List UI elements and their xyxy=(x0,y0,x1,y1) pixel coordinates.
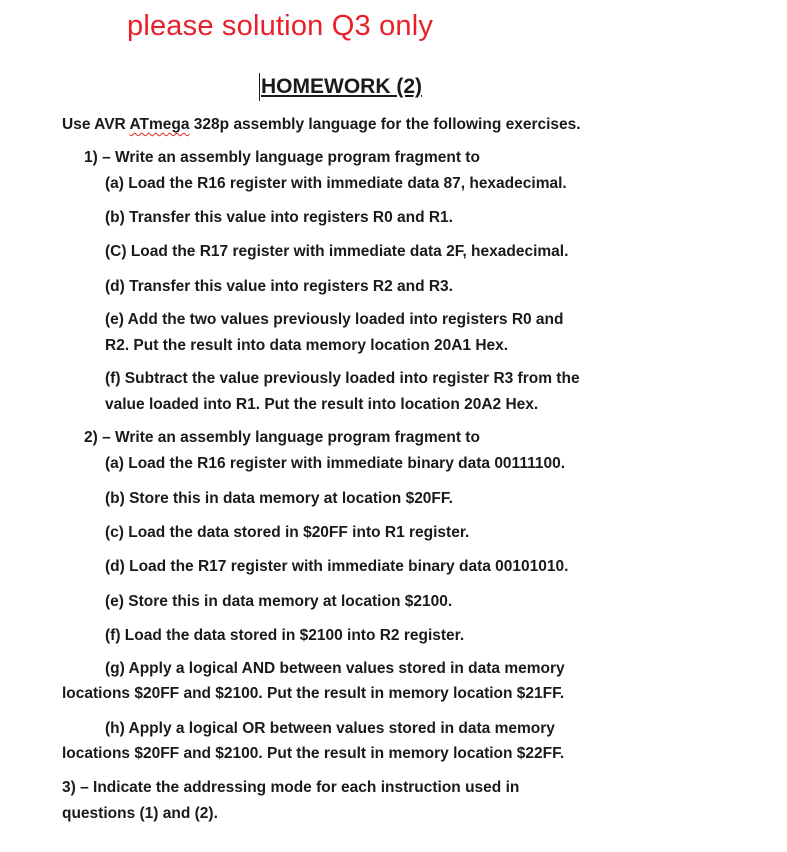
q2-item-c: (c) Load the data stored in $20FF into R1 register. xyxy=(105,524,470,541)
q1-item-d: (d) Transfer this value into registers R2 and R3. xyxy=(105,278,453,295)
intro-text xyxy=(62,115,581,135)
q1-item-f-line1: (f) Subtract the value previously loaded into register R3 from the xyxy=(105,370,580,387)
request-note: please solution Q3 only xyxy=(127,10,434,42)
q1-item-b: (b) Transfer this value into registers R0 and R1. xyxy=(105,209,453,226)
intro-brand: ATmega xyxy=(129,116,190,133)
q2-item-g-line2: locations $20FF and $2100. Put the result in memory location $21FF. xyxy=(62,685,565,702)
intro-suffix: 328p assembly language for the following exercises. xyxy=(189,116,581,133)
q2-item-b: (b) Store this in data memory at location $20FF. xyxy=(105,490,453,507)
q2-item-f: (f) Load the data stored in $2100 into R2 register. xyxy=(105,627,465,644)
q2-item-h-line1: (h) Apply a logical OR between values stored in data memory xyxy=(105,720,555,737)
q2-item-a: (a) Load the R16 register with immediate binary data 00111100. xyxy=(105,455,566,472)
q1-item-a: (a) Load the R16 register with immediate data 87, hexadecimal. xyxy=(105,175,567,192)
q2-item-h-line2: locations $20FF and $2100. Put the result in memory location $22FF. xyxy=(62,745,565,762)
q2-item-e: (e) Store this in data memory at location $2100. xyxy=(105,593,453,610)
q3-line1: 3) – Indicate the addressing mode for each instruction used in xyxy=(62,779,520,796)
q2-item-d: (d) Load the R17 register with immediate binary data 00101010. xyxy=(105,558,569,575)
q1-item-e-line1: (e) Add the two values previously loaded into registers R0 and xyxy=(105,311,564,328)
q1-heading: 1) – Write an assembly language program fragment to xyxy=(84,149,480,166)
q1-item-c: (C) Load the R17 register with immediate data 2F, hexadecimal. xyxy=(105,243,569,260)
q2-item-g-line1: (g) Apply a logical AND between values stored in data memory xyxy=(105,660,565,677)
intro-prefix: Use AVR xyxy=(62,116,130,133)
q2-heading: 2) – Write an assembly language program fragment to xyxy=(84,429,480,446)
q1-item-e-line2: R2. Put the result into data memory location 20A1 Hex. xyxy=(105,337,509,354)
q1-item-f-line2: value loaded into R1. Put the result into location 20A2 Hex. xyxy=(105,396,539,413)
q3-line2: questions (1) and (2). xyxy=(62,805,218,822)
page-title: HOMEWORK (2) xyxy=(259,73,422,101)
